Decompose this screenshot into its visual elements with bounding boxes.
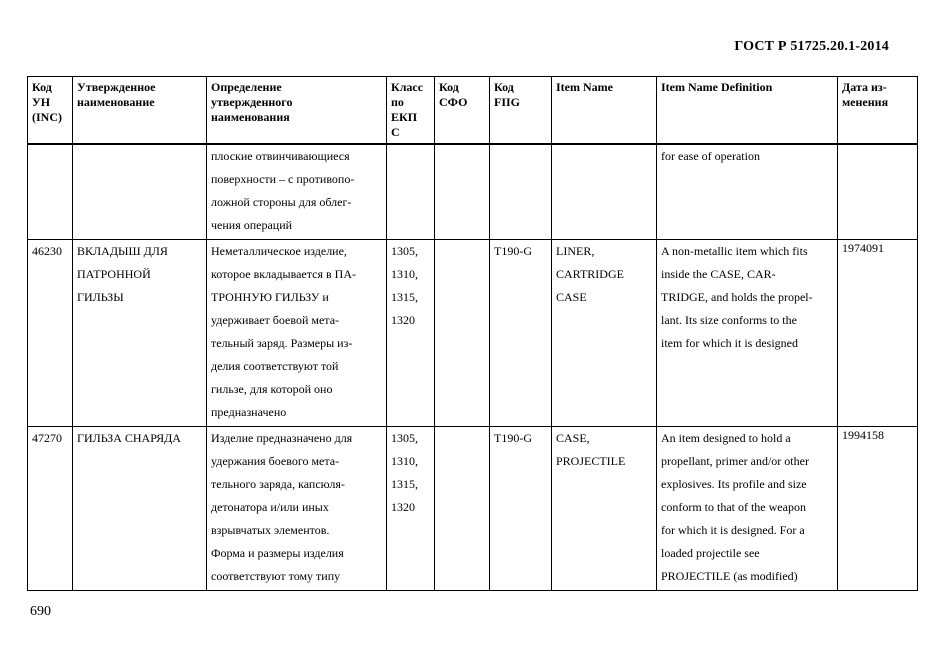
cell-line: детонатора и/или иных [211,500,329,514]
cell-line: explosives. Its profile and size [661,477,807,491]
header-line: СФО [439,95,468,109]
cell-line: PROJECTILE (as modified) [661,569,798,583]
col-header-code-inc [28,77,73,145]
cell-change-date [838,427,918,591]
cell-change-date [838,144,918,240]
header-line: FIIG [494,95,521,109]
cell-item-name [552,427,657,591]
cell-change-date [838,240,918,427]
col-header-sfo-code [435,77,490,145]
cell-line: предназначено [211,405,287,419]
cell-line: взрывчатых элементов. [211,523,330,537]
cell-line: 1320 [391,500,415,514]
col-header-approved-name [73,77,207,145]
cell-line: lant. Its size conforms to the [661,313,797,327]
table-header-row [28,77,918,145]
header-line: Дата из- [842,80,887,94]
document-header: ГОСТ Р 51725.20.1-2014 [734,39,889,54]
cell-line: 1315, [391,290,418,304]
cell-class [387,240,435,427]
cell-definition [207,144,387,240]
cell-item-definition [657,240,838,427]
col-header-item-name [552,77,657,145]
cell-item-definition [657,144,838,240]
cell-line: CASE, [556,431,590,445]
cell-sfo-code [435,427,490,591]
header-line: ЕКП [391,110,418,124]
cell-definition [207,427,387,591]
col-header-fiig-code [490,77,552,145]
page-number: 690 [30,604,51,619]
header-line: по [391,95,404,109]
cell-line: T190-G [494,244,532,258]
cell-code-inc [28,427,73,591]
cell-sfo-code [435,240,490,427]
header-line: Item Name Definition [661,80,773,94]
col-header-definition [207,77,387,145]
cell-line: PROJECTILE [556,454,626,468]
cell-line: 1315, [391,477,418,491]
header-line: наименования [211,110,290,124]
header-line: С [391,125,400,139]
header-line: Код [32,80,52,94]
header-line: (INC) [32,110,62,124]
cell-line: inside the CASE, CAR- [661,267,776,281]
cell-item-name [552,144,657,240]
cell-line: 46230 [32,244,62,258]
cell-line: 1310, [391,267,418,281]
header-line: УН [32,95,51,109]
table-row [28,240,918,427]
cell-line: CARTRIDGE [556,267,624,281]
cell-line: ПАТРОННОЙ [77,267,151,281]
cell-definition [207,240,387,427]
cell-line: item for which it is designed [661,336,798,350]
cell-item-definition [657,427,838,591]
cell-line: делия соответствуют той [211,359,339,373]
cell-line: тельного заряда, капсюля- [211,477,345,491]
cell-line: 1974091 [842,241,884,255]
cell-line: ТРОННУЮ ГИЛЬЗУ и [211,290,329,304]
cell-class [387,427,435,591]
cell-line: 1320 [391,313,415,327]
cell-line: ГИЛЬЗА СНАРЯДА [77,431,181,445]
cell-line: 1310, [391,454,418,468]
table-body [28,144,918,591]
cell-line: for ease of operation [661,149,760,163]
cell-line: ложной стороны для облег- [211,195,352,209]
table-row [28,427,918,591]
cell-line: удерживает боевой мета- [211,313,340,327]
header-line: Код [439,80,459,94]
header-line: Класс [391,80,424,94]
cell-class [387,144,435,240]
cell-line: propellant, primer and/or other [661,454,809,468]
cell-line: плоские отвинчивающиеся [211,149,350,163]
cell-line: An item designed to hold a [661,431,791,445]
cell-line: LINER, [556,244,595,258]
cell-line: гильзе, для которой оно [211,382,333,396]
cell-line: 1305, [391,431,418,445]
cell-line: ВКЛАДЫШ ДЛЯ [77,244,168,258]
cell-line: conform to that of the weapon [661,500,806,514]
header-line: менения [842,95,889,109]
cell-line: Изделие предназначено для [211,431,353,445]
cell-line: 47270 [32,431,62,445]
cell-line: ГИЛЬЗЫ [77,290,124,304]
col-header-change-date [838,77,918,145]
cell-line: A non-metallic item which fits [661,244,808,258]
col-header-item-definition [657,77,838,145]
col-header-class [387,77,435,145]
cell-code-inc [28,144,73,240]
header-line: наименование [77,95,155,109]
cell-line: удержания боевого мета- [211,454,340,468]
cell-line: TRIDGE, and holds the propel- [661,290,813,304]
cell-line: 1305, [391,244,418,258]
classification-table [27,76,918,591]
cell-line: CASE [556,290,587,304]
header-line: Код [494,80,514,94]
cell-line: loaded projectile see [661,546,760,560]
cell-fiig-code [490,144,552,240]
header-line: Определение [211,80,282,94]
cell-line: соответствуют тому типу [211,569,341,583]
cell-approved-name [73,240,207,427]
cell-approved-name [73,427,207,591]
cell-line: поверхности – с противопо- [211,172,355,186]
table-row [28,144,918,240]
header-line: утвержденного [211,95,293,109]
cell-line: Форма и размеры изделия [211,546,344,560]
cell-line: Неметаллическое изделие, [211,244,347,258]
cell-fiig-code [490,240,552,427]
cell-line: 1994158 [842,428,884,442]
cell-item-name [552,240,657,427]
cell-sfo-code [435,144,490,240]
cell-line: чения операций [211,218,293,232]
cell-line: которое вкладывается в ПА- [211,267,356,281]
cell-fiig-code [490,427,552,591]
cell-line: тельный заряд. Размеры из- [211,336,353,350]
cell-approved-name [73,144,207,240]
header-line: Item Name [556,80,613,94]
header-line: Утвержденное [77,80,156,94]
cell-line: for which it is designed. For a [661,523,805,537]
cell-code-inc [28,240,73,427]
cell-line: T190-G [494,431,532,445]
